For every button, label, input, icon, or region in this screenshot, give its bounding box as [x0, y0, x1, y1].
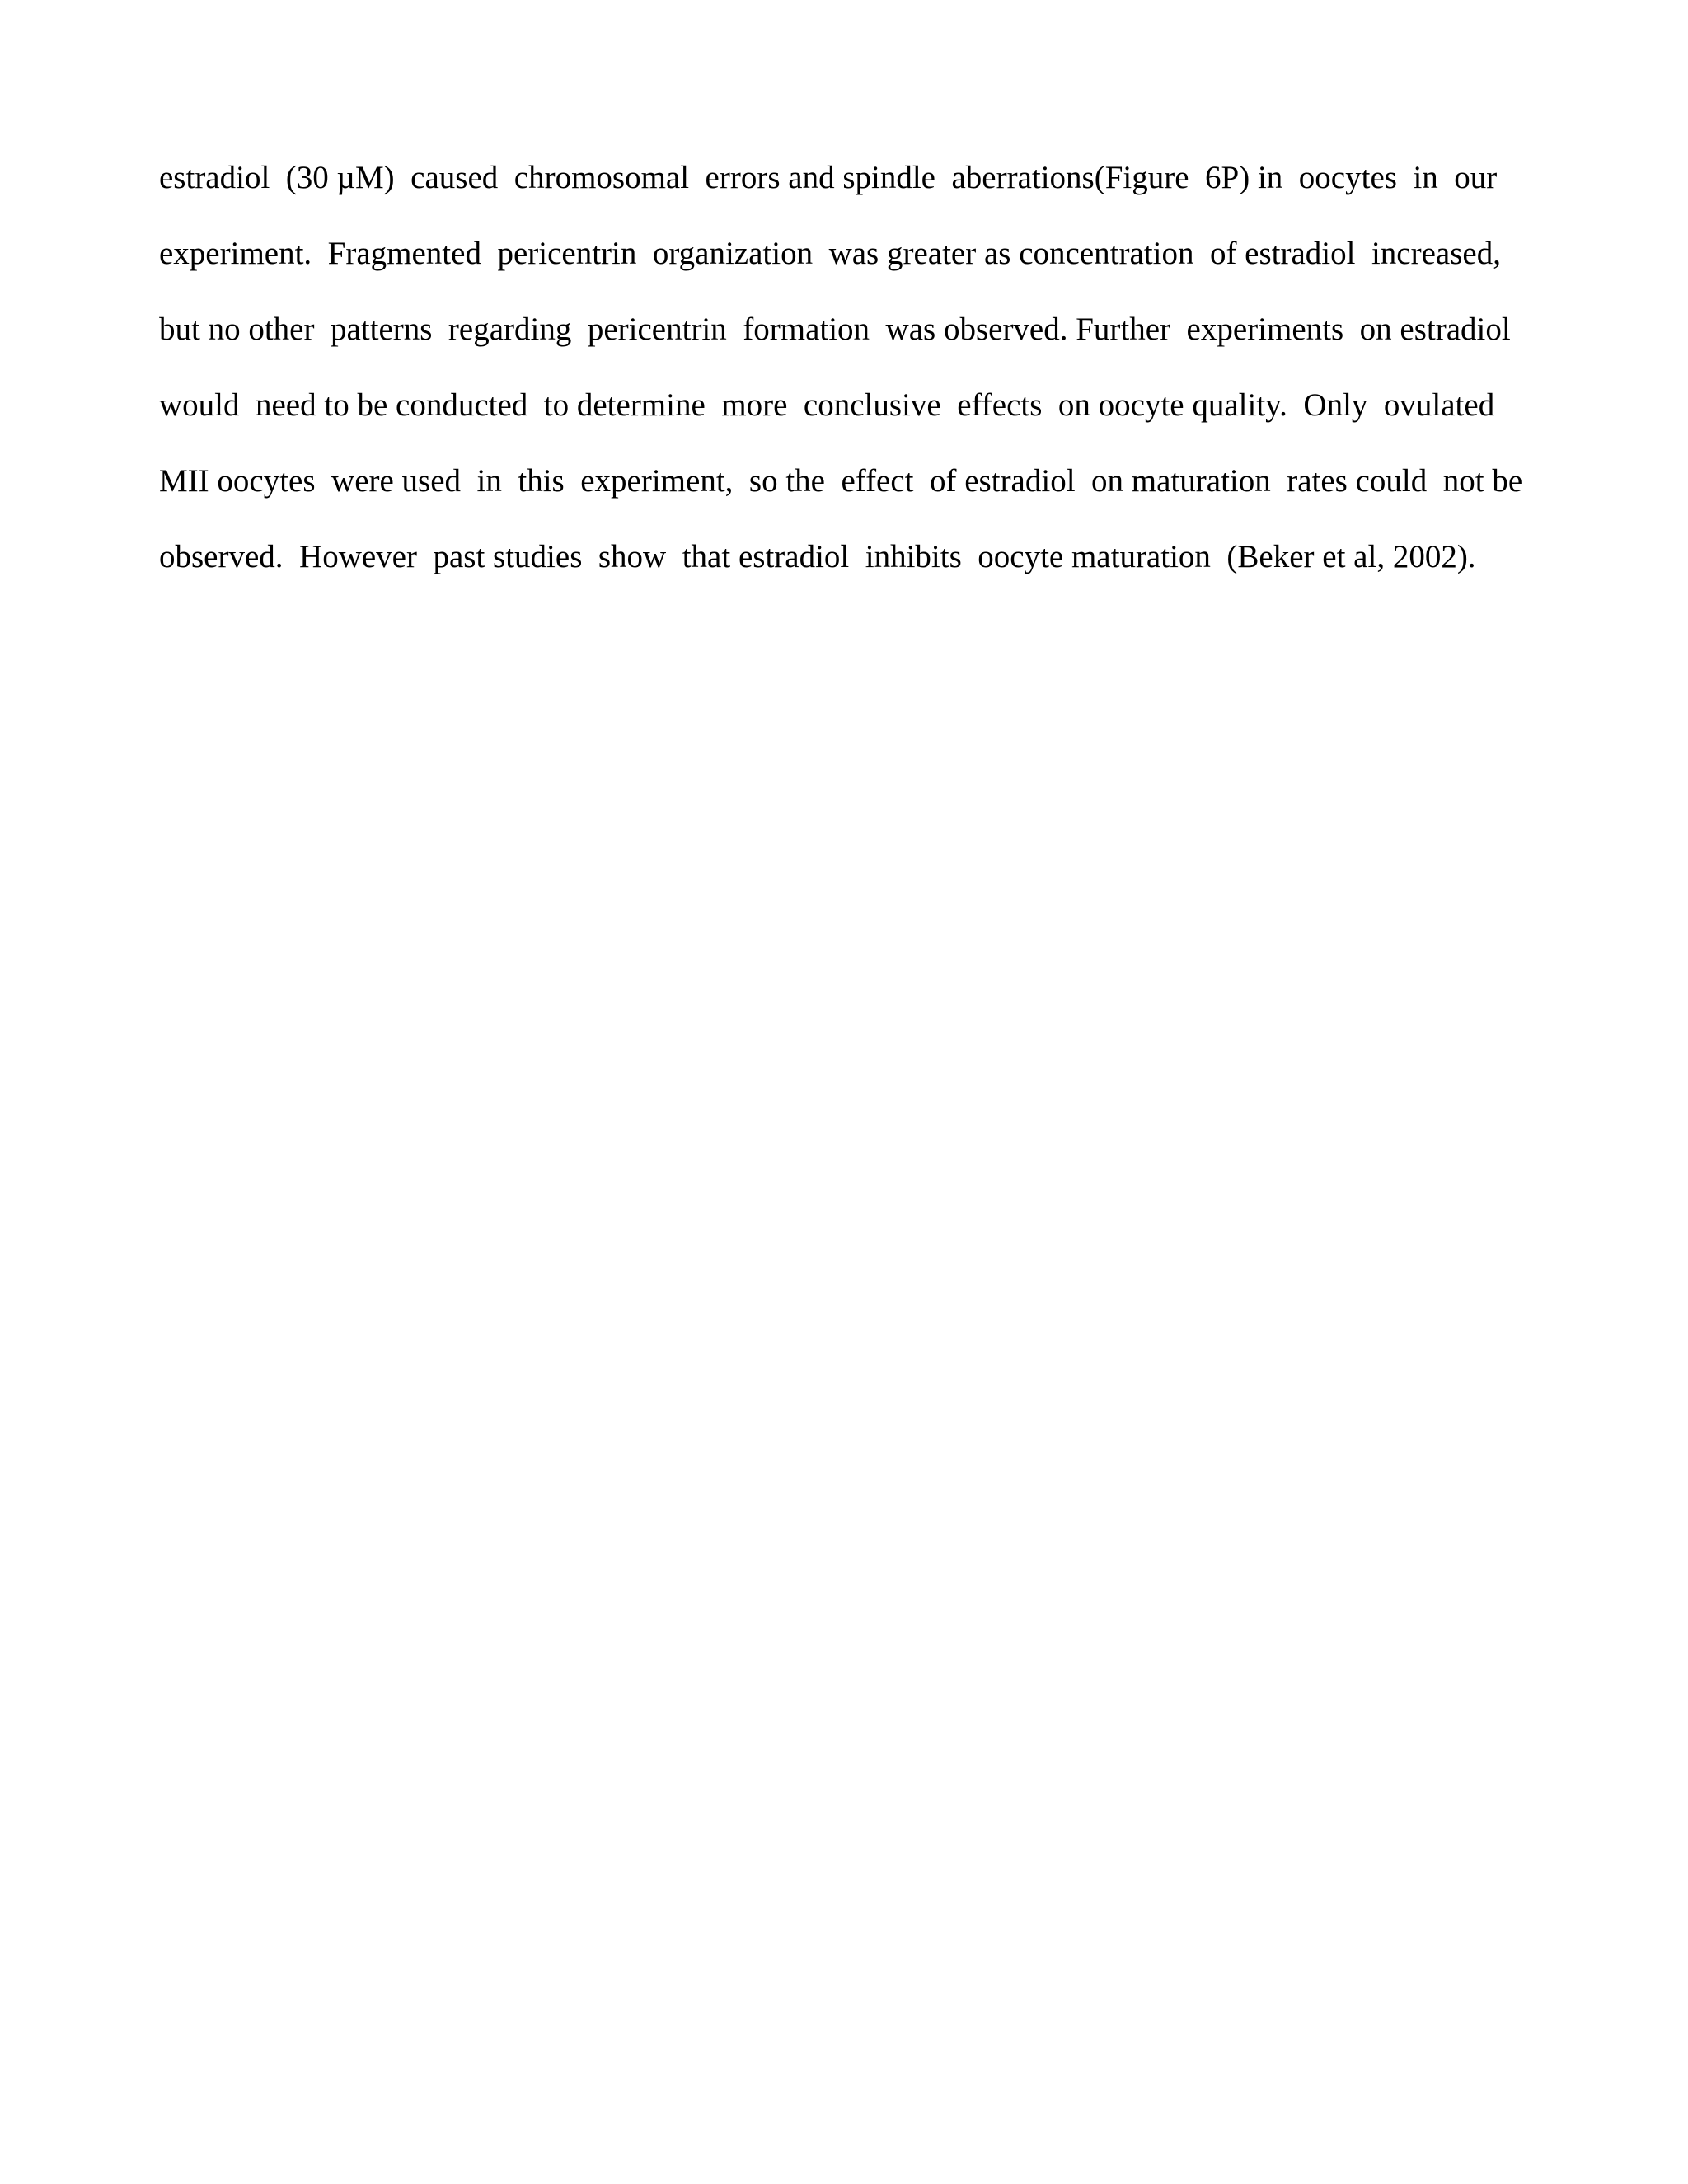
text-line-2: experiment. Fragmented pericentrin organization was greater as concentration of estradiol increased,	[159, 236, 1501, 271]
text-line-4: would need to be conducted to determine more conclusive effects on oocyte quality. Only ovulated	[159, 387, 1495, 423]
text-line-3: but no other patterns regarding pericentrin formation was observed. Further experiments on estradiol	[159, 312, 1511, 347]
text-line-1: estradiol (30 µM) caused chromosomal errors and spindle aberrations(Figure 6P) in oocytes in our	[159, 160, 1498, 195]
text-line-6: observed. However past studies show that estradiol inhibits oocyte maturation (Beker et al, 2002).	[159, 539, 1476, 574]
text-line-5: MII oocytes were used in this experiment, so the effect of estradiol on maturation rates could not be	[159, 463, 1523, 499]
